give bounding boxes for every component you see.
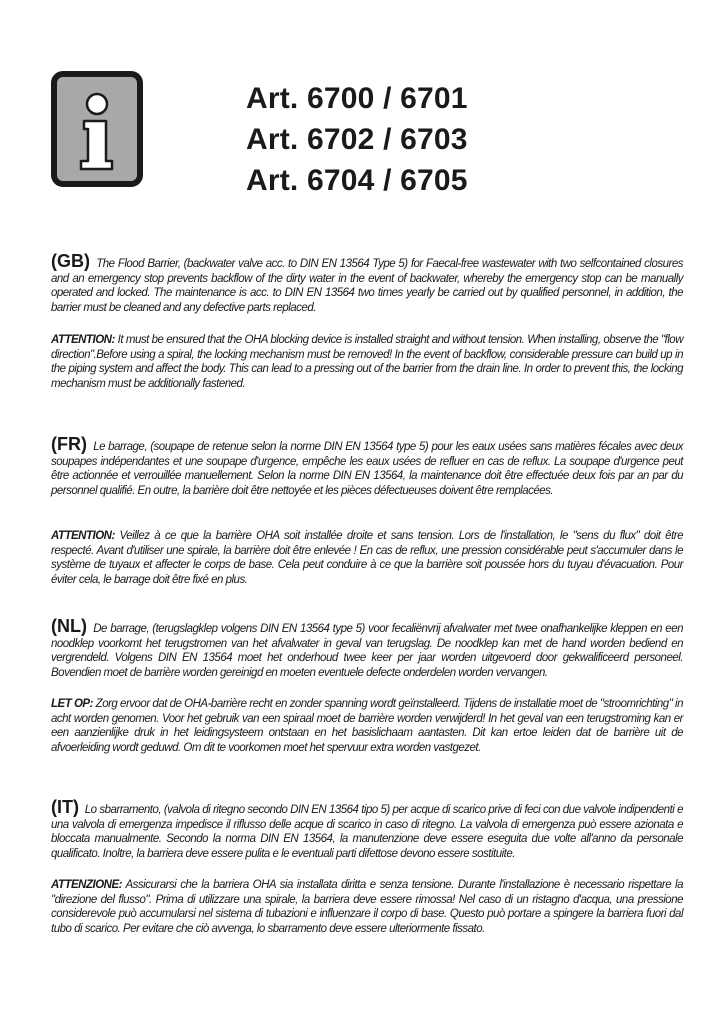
nl-description-text: De barrage, (terugslagklep volgens DIN EN 13564 type 5) voor fecaliënvrij afvalwater met twee onafhankelijke kleppen en een noodklep voorkomt het terugstromen van het afvalwater in geval van terugslag. De noodklep kan met de hand worden bediend en vergrendeld. Volgens DIN EN 13564 moet het onderhoud twee keer per jaar worden uitgevoerd door gekwalificeerd personeel. Bovendien moet de barrière worden gereinigd en moeten eventuele defecte onderdelen worden vervangen.	[51, 623, 683, 680]
article-title-3: Art. 6704 / 6705	[246, 164, 468, 197]
lang-label-it: (IT)	[51, 797, 79, 817]
info-icon	[51, 71, 143, 187]
fr-description	[51, 434, 683, 499]
nl-warning	[51, 697, 683, 756]
lang-label-gb: (GB)	[51, 251, 90, 271]
lang-label-fr: (FR)	[51, 434, 87, 454]
section-fr	[51, 434, 683, 499]
section-nl	[51, 616, 683, 681]
gb-warning-label: ATTENTION:	[51, 334, 115, 346]
it-description-text: Lo sbarramento, (valvola di ritegno secondo DIN EN 13564 tipo 5) per acque di scarico prive di feci con due valvole indipendenti e una valvola di emergenza impedisce il riflusso delle acque di scarico in caso di ritegno. La valvola di emergenza può essere azionata e bloccata manualmente. Secondo la norma DIN EN 13564, la manutenzione deve essere eseguita due volte all'anno da personale qualificato. Inoltre, la barriera deve essere pulita e le eventuali parti difettose devono essere sostituite.	[51, 804, 683, 861]
lang-label-nl: (NL)	[51, 616, 87, 636]
nl-warning-text: Zorg ervoor dat de OHA-barrière recht en zonder spanning wordt geïnstalleerd. Tijdens de installatie moet de "stroomrichting" in acht worden genomen. Voor het gebruik van een spiraal moet de barrière worden verwijderd! In het geval van een terugstroming kan er een aanzienlijke druk in het leidingsysteem ontstaan en het basislichaam aantasten. Dit kan ertoe leiden dat de barrière uit de afvoerleiding wordt geduwd. Om dit te voorkomen moet het spervuur extra worden vastgezet.	[51, 698, 683, 755]
nl-description	[51, 616, 683, 681]
gb-description-text: The Flood Barrier, (backwater valve acc. to DIN EN 13564 Type 5) for Faecal-free wastewater with two selfcontained closures and an emergency stop prevents backflow of the dirty water in the event of backwater, whereby the emergency stop can be manually operated and locked. The maintenance is acc. to DIN EN 13564 two times yearly be carried out by qualified personnel, in addition, the barrier must be cleaned and any defective parts replaced.	[51, 258, 683, 315]
it-warning-label: ATTENZIONE:	[51, 879, 122, 891]
section-gb	[51, 251, 683, 316]
gb-warning	[51, 333, 683, 392]
nl-warning-label: LET OP:	[51, 698, 93, 710]
section-gb-warning	[51, 333, 683, 392]
section-nl-warning	[51, 697, 683, 756]
gb-description	[51, 251, 683, 316]
fr-warning-text: Veillez à ce que la barrière OHA soit installée droite et sans tension. Lors de l'installation, le "sens du flux" doit être respecté. Avant d'utiliser une spirale, la barrière doit être enlevée ! En cas de reflux, une pression considérable peut s'accumuler dans le système de tuyaux et affecter le corps de base. Cela peut conduire à ce que la barrière soit poussée hors du tuyau d'évacuation. Pour éviter cela, le barrage doit être fixé en plus.	[51, 530, 683, 587]
section-it-warning	[51, 878, 683, 937]
section-fr-warning	[51, 529, 683, 588]
fr-warning	[51, 529, 683, 588]
section-it	[51, 797, 683, 862]
it-warning-text: Assicurarsi che la barriera OHA sia installata diritta e senza tensione. Durante l'installazione è necessario rispettare la "direzione del flusso". Prima di utilizzare una spirale, la barriera deve essere rimossa! Nel caso di un ristagno d'acqua, una pressione considerevole può accumularsi nel sistema di tubazioni e influenzare il corpo di base. Questo può portare a spingere la barriera fuori dal tubo di scarico. Per evitare che ciò avvenga, lo sbarramento deve essere ulteriormente fissato.	[51, 879, 684, 936]
article-titles	[246, 78, 468, 201]
gb-warning-text: It must be ensured that the OHA blocking device is installed straight and without tension. When installing, observe the "flow direction".Before using a spiral, the locking mechanism must be removed! In the event of backflow, considerable pressure can build up in the piping system and affect the body. This can lead to a pressing out of the barrier from the drain line. In order to prevent this, the locking mechanism must be additionally fastened.	[51, 334, 683, 391]
article-title-2: Art. 6702 / 6703	[246, 123, 468, 156]
fr-warning-label: ATTENTION:	[51, 530, 115, 542]
it-warning	[51, 878, 683, 937]
fr-description-text: Le barrage, (soupape de retenue selon la norme DIN EN 13564 type 5) pour les eaux usées sans matières fécales avec deux soupapes indépendantes et une soupape d'urgence, empêche les eaux usées de refluer en cas de reflux. La soupape d'urgence peut être actionnée et verrouillée manuellement. Selon la norme DIN EN 13564, la maintenance doit être effectuée deux fois par an par du personnel qualifié. En outre, la barrière doit être nettoyée et les pièces défectueuses doivent être remplacées.	[51, 441, 683, 498]
it-description	[51, 797, 683, 862]
article-title-1: Art. 6700 / 6701	[246, 82, 468, 115]
